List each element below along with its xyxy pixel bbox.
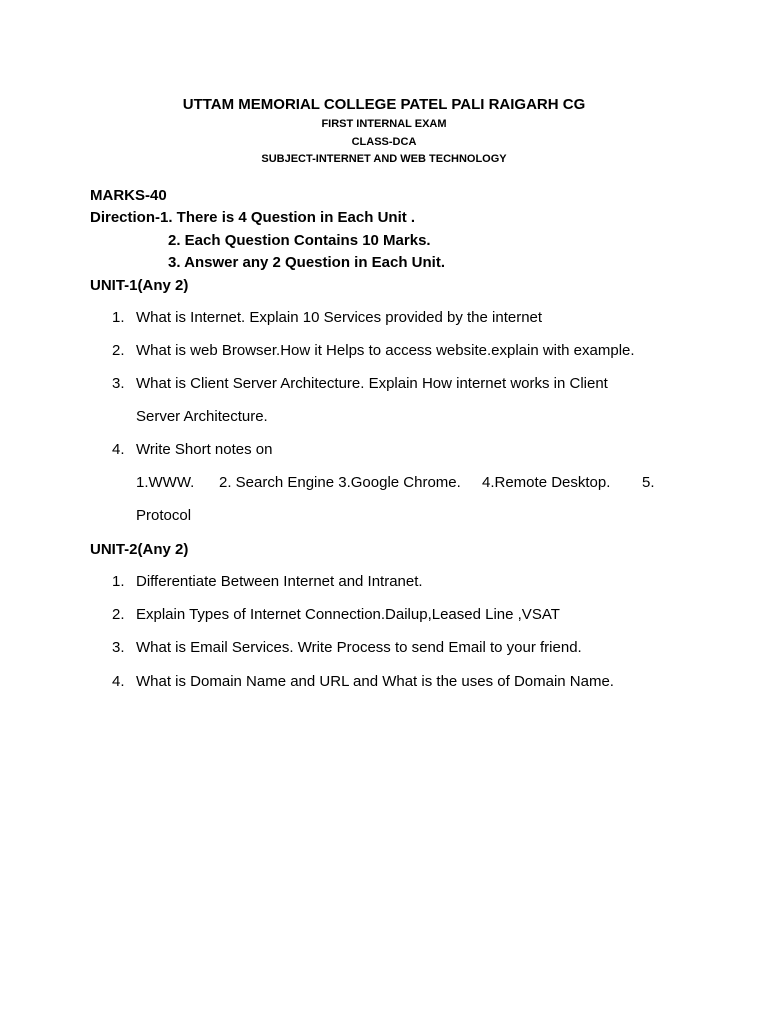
topic-remote-desktop: 4.Remote Desktop. [482,474,611,491]
question-number: 1. [112,573,125,590]
unit-1-heading: UNIT-1(Any 2) [90,277,189,294]
question-number: 3. [112,375,125,392]
topic-www: 1.WWW. [136,474,195,491]
unit-2-heading: UNIT-2(Any 2) [90,541,189,558]
question-text: Differentiate Between Internet and Intranet. [136,573,423,590]
topic-protocol: Protocol [136,507,192,524]
question-number: 4. [112,441,125,458]
topic-search-engine: 2. Search Engine 3.Google Chrome. [219,474,461,491]
college-name: UTTAM MEMORIAL COLLEGE PATEL PALI RAIGARH CG [182,96,586,113]
exam-title: FIRST INTERNAL EXAM [321,118,447,130]
question-text: What is Client Server Architecture. Explain How internet works in Client [136,375,608,392]
question-text: What is Internet. Explain 10 Services provided by the internet [136,309,543,326]
direction-line-3: 3. Answer any 2 Question in Each Unit. [168,254,446,271]
question-text: Write Short notes on [136,441,273,458]
question-text: What is web Browser.How it Helps to access website.explain with example. [136,342,635,359]
question-text: What is Domain Name and URL and What is the uses of Domain Name. [136,673,614,690]
topic-number-5: 5. [642,474,655,491]
subject-label: SUBJECT-INTERNET AND WEB TECHNOLOGY [261,153,507,165]
question-number: 2. [112,342,125,359]
question-number: 2. [112,606,125,623]
direction-line-1: Direction-1. There is 4 Question in Each Unit . [90,209,416,226]
marks-label: MARKS-40 [90,187,167,204]
question-text: What is Email Services. Write Process to send Email to your friend. [136,639,582,656]
question-number: 4. [112,673,125,690]
question-number: 1. [112,309,125,326]
question-text: Server Architecture. [136,408,268,425]
question-text: Explain Types of Internet Connection.Dailup,Leased Line ,VSAT [136,606,560,623]
question-number: 3. [112,639,125,656]
direction-line-2: 2. Each Question Contains 10 Marks. [168,232,431,249]
class-label: CLASS-DCA [351,136,417,148]
